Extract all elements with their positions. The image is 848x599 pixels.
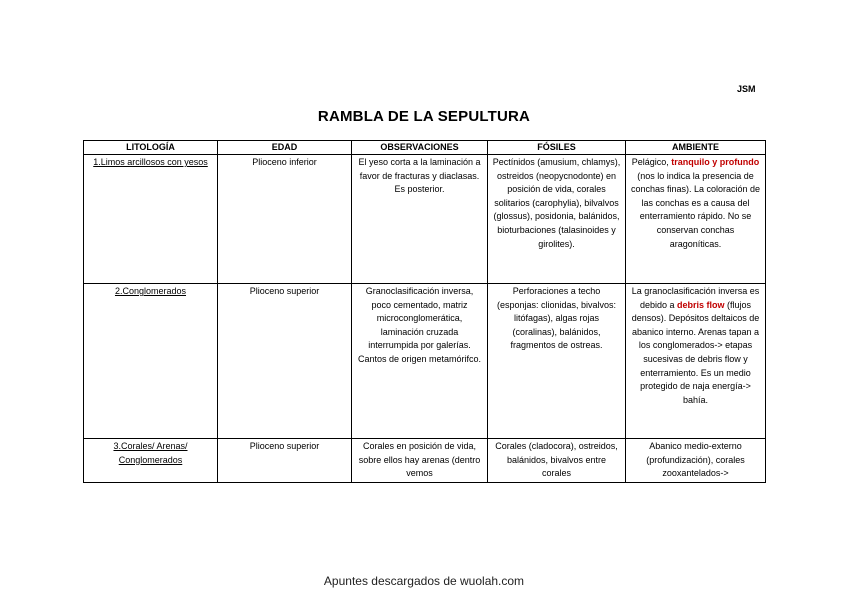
ambiente-text: Abanico medio-externo (profundización), corales zooxantelados-> [646,441,745,479]
litologia-text: 3.Corales/ Arenas/ Conglomerados [113,441,188,465]
cell-litologia [84,284,218,439]
litologia-text: 1.Limos arcillosos con yesos [93,157,208,167]
page-title: RAMBLA DE LA SEPULTURA [317,108,531,125]
table-row [84,284,766,439]
cell-edad: Plioceno superior [218,439,352,483]
ambiente-text-cont: (nos lo indica la presencia de conchas finas). La coloración de las conchas es a causa del enterramiento rápido. No se conservan conchas aragoníticas. [630,170,761,249]
cell-observaciones: El yeso corta a la laminación a favor de fracturas y diaclasas. Es posterior. [352,155,488,284]
table-row [84,439,766,483]
column-header-fosiles: FÓSILES [488,141,626,155]
cell-ambiente [626,155,766,284]
litologia-text: 2.Conglomerados [114,286,187,296]
column-header-edad: EDAD [218,141,352,155]
author-initials: JSM [737,84,756,94]
column-header-observaciones: OBSERVACIONES [352,141,488,155]
cell-fosiles: Corales (cladocora), ostreidos, balánidos, bivalvos entre corales [488,439,626,483]
cell-edad: Plioceno inferior [218,155,352,284]
geology-table [83,140,766,483]
cell-fosiles: Pectínidos (amusium, chlamys), ostreidos (neopycnodonte) en posición de vida, corales solitarios (carophylia), bilvalvos (glossus), posidonia, balánidos, bioturbaciones (talasinoides y girolites). [488,155,626,284]
table-row [84,155,766,284]
column-header-litologia: LITOLOGÍA [84,141,218,155]
cell-ambiente [626,284,766,439]
cell-litologia [84,155,218,284]
ambiente-text: Pelágico, [631,157,672,167]
ambiente-highlight: tranquilo y profundo [671,157,760,167]
cell-fosiles: Perforaciones a techo (esponjas: clionidas, bivalvos: litófagas), algas rojas (coralinas), balánidos, fragmentos de ostreas. [488,284,626,439]
cell-ambiente [626,439,766,483]
cell-edad: Plioceno superior [218,284,352,439]
ambiente-text: La granoclasificación inversa es debido a [631,286,760,310]
footer-text: Apuntes descargados de wuolah.com [323,574,525,588]
cell-litologia [84,439,218,483]
ambiente-highlight: debris flow [677,299,725,310]
cell-observaciones: Granoclasificación inversa, poco cementado, matriz microconglomerática, laminación cruzada interrumpida por galerías. Cantos de origen metamórifco. [352,284,488,439]
ambiente-text-cont: (flujos densos). Depósitos deltaicos de abanico interno. Arenas tapan a los conglomerados-> etapas sucesivas de debris flow y enterramiento. Es un medio protegido de naja energía-> bahía. [631,299,760,405]
table-header-row [84,141,766,155]
cell-observaciones: Corales en posición de vida, sobre ellos hay arenas (dentro vemos [352,439,488,483]
column-header-ambiente: AMBIENTE [626,141,766,155]
